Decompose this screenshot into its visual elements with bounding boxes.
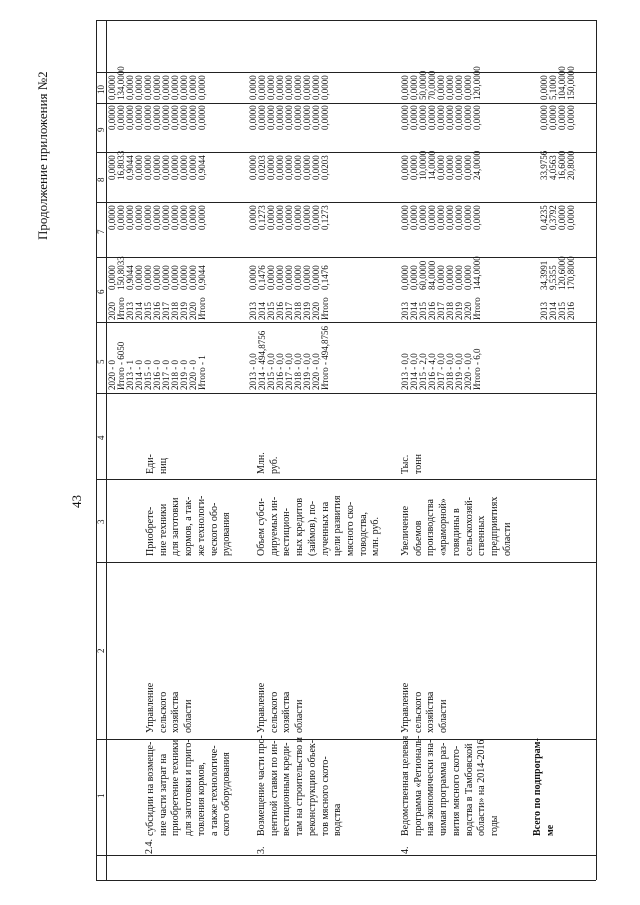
executor: Управление сельского хозяйства области	[400, 682, 450, 733]
regional-budget: 0,0000 16,8033 0,9044 0,0000 0,0000 0,0000 0,0000 0,0000 0,0000 0,0000 0,9044	[107, 150, 207, 180]
measure-name: Ведомственная целевая программа «Региональ- ная экономически зна- чимая программа раз- вития мясного ското- водства в Тамбовской области» на 2014-2016 годы	[400, 735, 500, 836]
federal-budget: 0,0000 0,0000 0,0000 0,0000 0,0000 0,0000 0,0000 0,0000 0,0000	[400, 205, 482, 230]
other-sources: 0,0000 5,1000 104,0000 150,0000	[539, 66, 576, 100]
funding-total: 34,3991 9,5355 120,6000 170,8000	[539, 256, 576, 290]
regional-budget: 0,0000 0,0203 0,0000 0,0000 0,0000 0,0000 0,0000 0,0000 0,0203	[248, 155, 330, 180]
header-col-5: 5	[96, 359, 106, 364]
funding-years: 2013 2014 2015 2016 2017 2018 2019 2020 Итого	[248, 297, 330, 320]
regional-budget: 33,9756 4,0563 16,6000 20,8000	[539, 150, 576, 180]
indicator: Объем субси- дируемых ин- вестицион- ных кредитов (займов), по- лученных на цели развития мясного ско- товодства, млн. руб.	[256, 495, 382, 556]
header-col-10: 10	[96, 85, 106, 94]
total-label: Всего по подпрограм- ме	[532, 738, 556, 836]
row-number: 2.4.	[144, 839, 155, 854]
federal-budget: 0,4235 0,3792 0,0000 0,0000	[539, 205, 576, 230]
header-col-2: 2	[96, 648, 106, 653]
unit: Еди- ниц	[145, 454, 169, 474]
header-col-6: 6	[96, 289, 106, 294]
measure-name: субсидии на возмеще- ние части затрат на приобретение техники для заготовки и приго- товления кормов, а также технологиче- ского оборудования	[145, 739, 233, 836]
measure-name: Возмещение части про- центной ставки по ин- вестиционным креди- там на строительство и реконструкцию объек- тов мясного ското- водства	[256, 735, 344, 836]
unit: Млн. руб.	[256, 452, 280, 474]
funding-total: 0,0000 0,0000 60,0000 84,0000 0,0000 0,0000 0,0000 0,0000 144,0000	[400, 256, 482, 290]
other-sources: 0,0000 0,0000 50,0000 70,0000 0,0000 0,0000 0,0000 0,0000 120,0000	[400, 66, 482, 100]
funding-years: 2020 Итого 2013 2014 2015 2016 2017 2018 2019 2020 Итого	[107, 297, 207, 320]
regional-budget: 0,0000 0,0000 10,0000 14,0000 0,0000 0,0000 0,0000 0,0000 24,0000	[400, 150, 482, 180]
indicator-values: 2013 - 0,0 2014 - 0,0 2015 - 2,0 2016 - 4,0 2017 - 0,0 2018 - 0,0 2019 - 0,0 2020 - 0,0 Итого - 6,0	[400, 348, 482, 390]
indicator: Приобрете- ние техники для заготовки кормов, а так- же технологи- ческого обо- рудования	[145, 495, 233, 556]
local-budget: 0,0000 0,0000 0,0000 0,0000 0,0000 0,0000 0,0000 0,0000 0,0000	[400, 105, 482, 130]
funding-years: 2013 2014 2015 2016	[539, 302, 576, 320]
funding-total: 0,0000 0,1476 0,0000 0,0000 0,0000 0,0000 0,0000 0,0000 0,1476	[248, 265, 330, 290]
funding-years: 2013 2014 2015 2016 2017 2018 2019 2020 Итого	[400, 297, 482, 320]
indicator-values: 2013 - 0,0 2014 - 494,8756 2015 - 0,0 2016 - 0,0 2017 - 0,0 2018 - 0,0 2019 - 0,0 2020 - 0,0 Итого - 494,8756	[248, 325, 330, 390]
other-sources: 0,0000 0,0000 0,0000 0,0000 0,0000 0,0000 0,0000 0,0000 0,0000	[248, 75, 330, 100]
federal-budget: 0,0000 0,1273 0,0000 0,0000 0,0000 0,0000 0,0000 0,0000 0,1273	[248, 205, 330, 230]
unit: Тыс. тонн	[400, 454, 424, 474]
executor: Управление сельского хозяйства области	[145, 682, 195, 733]
row-number: 3.	[256, 846, 267, 854]
executor: Управление сельского хозяйства области	[256, 682, 306, 733]
appendix-title: Продолжение приложения №2	[35, 71, 50, 240]
local-budget: 0,0000 0,0000 0,0000 0,0000 0,0000 0,0000 0,0000 0,0000 0,0000 0,0000 0,0000	[107, 105, 207, 130]
funding-total: 0,0000 150,8033 0,9044 0,0000 0,0000 0,0000 0,0000 0,0000 0,0000 0,0000 0,9044	[107, 256, 207, 290]
indicator: Увеличение объемов производства «мраморной» говядины в сельскохозяй- ственных предприятиях области	[400, 496, 513, 556]
header-col-8: 8	[96, 177, 106, 182]
header-col-1: 1	[96, 793, 106, 798]
federal-budget: 0,0000 0,0000 0,0000 0,0000 0,0000 0,0000 0,0000 0,0000 0,0000 0,0000 0,0000	[107, 205, 207, 230]
header-col-7: 7	[96, 229, 106, 234]
header-col-4: 4	[96, 435, 106, 440]
local-budget: 0,0000 0,0000 0,0000 0,0000	[539, 105, 576, 130]
header-col-9: 9	[96, 127, 106, 132]
local-budget: 0,0000 0,0000 0,0000 0,0000 0,0000 0,0000 0,0000 0,0000 0,0000	[248, 105, 330, 130]
header-col-3: 3	[96, 519, 106, 524]
page-number: 43	[69, 495, 84, 508]
other-sources: 0,0000 134,0000 0,0000 0,0000 0,0000 0,0000 0,0000 0,0000 0,0000 0,0000 0,0000	[107, 66, 207, 100]
indicator-values: 2020 - 0 Итого - 6050 2013 - 1 2014 - 0 2015 - 0 2016 - 0 2017 - 0 2018 - 0 2019 - 0 2020 - 0 Итого - 1	[107, 341, 207, 390]
row-number: 4.	[400, 846, 411, 854]
